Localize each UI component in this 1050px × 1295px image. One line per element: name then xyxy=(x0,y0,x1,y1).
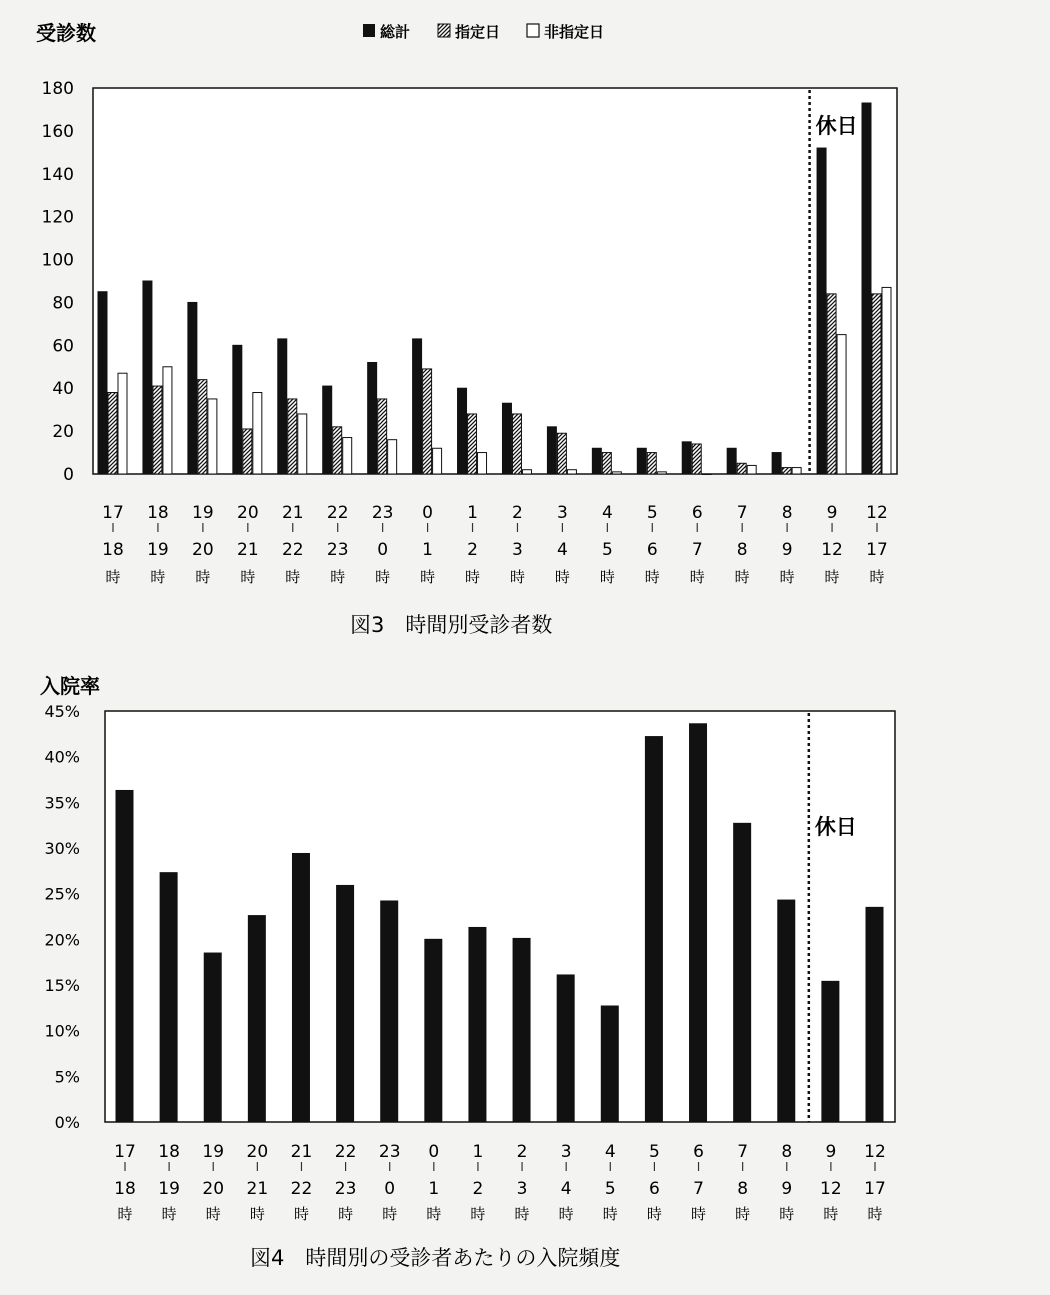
x-category-label xyxy=(510,503,525,586)
x-tick-label: 時 xyxy=(558,1205,574,1223)
y-tick-label: 60 xyxy=(52,336,74,357)
bar-admission-rate-13 xyxy=(690,724,707,1122)
bar-total-8 xyxy=(458,388,467,474)
x-tick-label: 時 xyxy=(195,568,211,586)
x-tick-label: 21 xyxy=(290,1142,313,1162)
x-tick-label: 時 xyxy=(514,1205,530,1223)
x-tick-label: 時 xyxy=(599,568,615,586)
bar-designated-3 xyxy=(243,429,252,474)
x-tick-label: 時 xyxy=(105,568,121,586)
x-tick-label: 2 xyxy=(512,503,523,523)
x-tick-label: 3 xyxy=(560,1142,572,1162)
x-tick-label: 7 xyxy=(736,503,748,523)
x-tick-label: 時 xyxy=(470,1205,486,1223)
bar-designated-11 xyxy=(602,453,611,474)
bar-nondesignated-3 xyxy=(253,393,262,474)
x-tick-label: 時 xyxy=(824,568,840,586)
x-tick-label: 17 xyxy=(864,1179,886,1199)
y-tick-label: 5% xyxy=(54,1067,80,1087)
y-tick-label: 30% xyxy=(44,839,80,858)
bar-admission-rate-5 xyxy=(337,885,354,1122)
x-tick-label: 7 xyxy=(737,1142,749,1162)
figure-caption: 図4 時間別の受診者あたりの入院頻度 xyxy=(250,1246,621,1270)
bar-admission-rate-6 xyxy=(381,901,398,1122)
x-tick-label: 5 xyxy=(648,1142,660,1162)
x-tick-label: 0 xyxy=(428,1142,440,1162)
legend-swatch-nondesignated xyxy=(527,24,539,37)
x-tick-label: 22 xyxy=(326,503,349,523)
x-tick-label: 6 xyxy=(691,503,703,523)
x-tick-label: 17 xyxy=(866,540,888,560)
bar-nondesignated-14 xyxy=(747,465,756,474)
y-tick-label: 35% xyxy=(44,793,80,813)
bar-designated-7 xyxy=(423,369,432,474)
x-tick-label: 時 xyxy=(646,1205,662,1223)
x-tick-label: 時 xyxy=(869,568,885,586)
bar-total-10 xyxy=(547,427,556,474)
x-tick-label: 時 xyxy=(161,1205,177,1223)
x-tick-label: 4 xyxy=(560,1179,572,1199)
x-tick-label: 1 xyxy=(422,540,434,560)
x-category-label xyxy=(690,503,705,586)
bar-designated-2 xyxy=(198,380,207,474)
x-tick-label: 時 xyxy=(205,1205,221,1223)
bar-total-5 xyxy=(323,386,332,474)
bar-admission-rate-16 xyxy=(822,981,839,1122)
x-tick-label: 19 xyxy=(202,1142,225,1162)
x-tick-label: 18 xyxy=(114,1179,136,1199)
x-category-label xyxy=(821,503,843,586)
x-tick-label: 時 xyxy=(375,568,391,586)
x-tick-label: 時 xyxy=(509,568,525,586)
bar-nondesignated-1 xyxy=(163,367,172,474)
x-category-label xyxy=(820,1142,842,1223)
x-tick-label: 3 xyxy=(556,503,568,523)
bar-nondesignated-8 xyxy=(478,453,487,474)
x-tick-label: 9 xyxy=(781,1179,793,1199)
x-tick-label: 2 xyxy=(516,1142,528,1162)
x-tick-label: 20 xyxy=(202,1179,225,1199)
x-tick-label: 23 xyxy=(378,1142,401,1162)
x-tick-label: 時 xyxy=(420,568,436,586)
bar-designated-0 xyxy=(108,393,117,474)
x-tick-label: 7 xyxy=(693,1179,704,1199)
y-tick-label: 0% xyxy=(54,1113,80,1132)
legend-item-designated xyxy=(438,23,500,41)
x-tick-label: 時 xyxy=(240,568,256,586)
bar-admission-rate-3 xyxy=(248,916,265,1122)
x-tick-label: 22 xyxy=(334,1142,357,1162)
x-category-label xyxy=(465,503,480,586)
x-tick-label: 時 xyxy=(779,1205,795,1223)
bar-designated-13 xyxy=(692,444,701,474)
bar-admission-rate-15 xyxy=(778,900,795,1122)
bar-nondesignated-16 xyxy=(837,335,846,474)
x-tick-label: 1 xyxy=(472,1142,484,1162)
x-tick-label: 8 xyxy=(781,1142,793,1162)
x-tick-label: 8 xyxy=(736,540,748,560)
x-category-label xyxy=(237,503,259,586)
x-tick-label: 時 xyxy=(117,1205,133,1223)
x-tick-label: 9 xyxy=(825,1142,837,1162)
x-tick-label: 時 xyxy=(689,568,705,586)
x-tick-label: 4 xyxy=(601,503,613,523)
bar-designated-10 xyxy=(557,433,566,474)
holiday-label: 休日 xyxy=(814,815,857,839)
bar-total-12 xyxy=(637,448,646,474)
y-tick-label: 20 xyxy=(52,422,74,443)
x-tick-label: 8 xyxy=(737,1179,749,1199)
x-tick-label: 時 xyxy=(691,1205,707,1223)
bar-designated-14 xyxy=(737,463,746,474)
bar-nondesignated-7 xyxy=(433,448,442,474)
x-tick-label: 23 xyxy=(326,540,349,560)
legend-label-total: 総計 xyxy=(380,23,411,41)
x-tick-label: 時 xyxy=(293,1205,309,1223)
bar-total-4 xyxy=(278,339,287,474)
x-tick-label: 19 xyxy=(158,1179,180,1199)
x-tick-label: 時 xyxy=(779,568,795,586)
x-category-label xyxy=(735,503,750,586)
x-tick-label: 時 xyxy=(734,568,750,586)
x-tick-label: 3 xyxy=(512,540,523,560)
bar-designated-8 xyxy=(468,414,477,474)
bar-admission-rate-0 xyxy=(116,790,133,1122)
bar-nondesignated-12 xyxy=(657,472,666,474)
bar-admission-rate-11 xyxy=(601,1006,618,1122)
x-category-label xyxy=(866,503,888,586)
x-tick-label: 時 xyxy=(554,568,570,586)
y-tick-label: 80 xyxy=(52,293,74,314)
x-tick-label: 時 xyxy=(602,1205,618,1223)
plot-area-frame xyxy=(105,711,895,1122)
x-category-label xyxy=(158,1142,180,1223)
x-category-label xyxy=(327,503,349,586)
x-tick-label: 時 xyxy=(644,568,660,586)
bar-designated-12 xyxy=(647,453,656,474)
y-tick-label: 45% xyxy=(44,702,80,721)
x-tick-label: 18 xyxy=(158,1142,180,1162)
bar-total-11 xyxy=(592,448,601,474)
bar-designated-1 xyxy=(153,386,162,474)
x-tick-label: 9 xyxy=(781,540,793,560)
x-tick-label: 18 xyxy=(147,503,169,523)
bar-total-15 xyxy=(772,453,781,474)
x-tick-label: 2 xyxy=(467,540,478,560)
holiday-label: 休日 xyxy=(815,114,858,138)
x-category-label xyxy=(335,1142,357,1223)
x-category-label xyxy=(247,1142,269,1223)
x-tick-label: 5 xyxy=(604,1179,616,1199)
bar-admission-rate-7 xyxy=(425,939,442,1122)
x-tick-label: 7 xyxy=(691,540,703,560)
bar-admission-rate-12 xyxy=(645,737,662,1122)
bar-admission-rate-1 xyxy=(160,873,177,1122)
x-tick-label: 4 xyxy=(604,1142,616,1162)
x-tick-label: 0 xyxy=(377,540,389,560)
bar-designated-16 xyxy=(827,294,836,474)
bar-designated-5 xyxy=(333,427,342,474)
x-tick-label: 22 xyxy=(290,1179,313,1199)
x-tick-label: 時 xyxy=(330,568,346,586)
x-tick-label: 時 xyxy=(382,1205,398,1223)
x-tick-label: 4 xyxy=(556,540,568,560)
x-tick-label: 18 xyxy=(102,540,124,560)
y-tick-label: 120 xyxy=(41,207,74,228)
x-tick-label: 21 xyxy=(281,503,304,523)
y-tick-label: 0 xyxy=(63,465,74,485)
bar-admission-rate-9 xyxy=(513,938,530,1122)
y-tick-label: 40% xyxy=(44,747,80,767)
bar-total-1 xyxy=(143,281,152,474)
bar-designated-17 xyxy=(872,294,881,474)
bar-designated-9 xyxy=(512,414,521,474)
x-category-label xyxy=(291,1142,313,1223)
x-tick-label: 5 xyxy=(601,540,613,560)
bar-total-13 xyxy=(682,442,691,474)
bar-designated-6 xyxy=(378,399,387,474)
bar-nondesignated-9 xyxy=(522,470,531,474)
bar-total-17 xyxy=(862,103,871,474)
x-tick-label: 19 xyxy=(192,503,214,523)
y-tick-label: 160 xyxy=(41,121,74,142)
bar-nondesignated-5 xyxy=(343,438,352,474)
x-tick-label: 23 xyxy=(334,1179,357,1199)
x-category-label xyxy=(192,503,214,586)
x-category-label xyxy=(114,1142,136,1223)
y-tick-label: 15% xyxy=(44,976,80,995)
legend-swatch-total xyxy=(363,24,375,37)
legend-swatch-designated xyxy=(438,24,450,37)
x-category-label xyxy=(647,1142,662,1223)
y-tick-label: 20% xyxy=(44,930,80,950)
bar-nondesignated-2 xyxy=(208,399,217,474)
x-tick-label: 0 xyxy=(384,1179,396,1199)
x-tick-label: 12 xyxy=(821,540,843,560)
x-category-label xyxy=(600,503,615,586)
legend-label-designated: 指定日 xyxy=(455,23,501,41)
x-tick-label: 1 xyxy=(467,503,478,523)
legend-label-nondesignated: 非指定日 xyxy=(544,23,605,41)
y-tick-label: 100 xyxy=(41,250,74,271)
x-tick-label: 17 xyxy=(102,503,124,523)
y-tick-label: 10% xyxy=(44,1021,80,1041)
bar-designated-4 xyxy=(288,399,297,474)
x-category-label xyxy=(282,503,304,586)
x-category-label xyxy=(691,1142,706,1223)
y-tick-label: 180 xyxy=(41,79,74,99)
x-tick-label: 時 xyxy=(150,568,166,586)
x-tick-label: 時 xyxy=(285,568,301,586)
bar-total-9 xyxy=(502,403,511,474)
x-tick-label: 22 xyxy=(281,540,304,560)
x-tick-label: 時 xyxy=(867,1205,883,1223)
x-tick-label: 時 xyxy=(338,1205,354,1223)
bar-nondesignated-6 xyxy=(388,440,397,474)
x-tick-label: 23 xyxy=(371,503,394,523)
y-tick-label: 40 xyxy=(52,379,74,400)
bar-total-14 xyxy=(727,448,736,474)
x-tick-label: 6 xyxy=(648,1179,660,1199)
x-tick-label: 8 xyxy=(781,503,793,523)
bar-nondesignated-10 xyxy=(567,470,576,474)
x-tick-label: 0 xyxy=(422,503,434,523)
x-tick-label: 時 xyxy=(823,1205,839,1223)
bar-admission-rate-17 xyxy=(866,907,883,1122)
bar-total-3 xyxy=(233,345,242,474)
bar-admission-rate-10 xyxy=(557,975,574,1122)
y-axis-ticks xyxy=(44,702,80,1132)
x-category-label xyxy=(470,1142,485,1223)
x-category-label xyxy=(426,1142,441,1223)
bar-nondesignated-17 xyxy=(882,287,891,474)
bar-nondesignated-11 xyxy=(612,472,621,474)
x-category-label xyxy=(372,503,394,586)
figure-caption: 図3 時間別受診者数 xyxy=(350,613,553,637)
bar-nondesignated-15 xyxy=(792,468,801,474)
bar-admission-rate-14 xyxy=(734,823,751,1122)
x-tick-label: 20 xyxy=(246,1142,269,1162)
chart-admission-rate-by-hour xyxy=(40,674,895,1270)
bar-admission-rate-4 xyxy=(292,853,309,1122)
chart-patients-by-hour xyxy=(36,21,897,637)
x-tick-label: 17 xyxy=(114,1142,136,1162)
x-tick-label: 6 xyxy=(646,540,658,560)
x-tick-label: 2 xyxy=(472,1179,484,1199)
bar-total-16 xyxy=(817,148,826,474)
y-axis-ticks xyxy=(42,79,74,485)
x-tick-label: 1 xyxy=(428,1179,440,1199)
legend xyxy=(363,23,604,41)
x-tick-label: 12 xyxy=(820,1179,842,1199)
x-category-label xyxy=(379,1142,401,1223)
x-tick-label: 時 xyxy=(249,1205,265,1223)
x-tick-label: 9 xyxy=(826,503,838,523)
x-tick-label: 6 xyxy=(693,1142,704,1162)
bar-total-2 xyxy=(188,302,197,474)
x-category-label xyxy=(147,503,169,586)
x-tick-label: 20 xyxy=(237,503,259,523)
x-tick-label: 20 xyxy=(192,540,214,560)
x-category-label xyxy=(779,1142,794,1223)
x-tick-label: 時 xyxy=(735,1205,751,1223)
x-tick-label: 時 xyxy=(426,1205,442,1223)
x-tick-label: 21 xyxy=(246,1179,269,1199)
x-tick-label: 5 xyxy=(646,503,658,523)
x-category-label xyxy=(202,1142,224,1223)
legend-item-total xyxy=(363,23,410,41)
x-tick-label: 21 xyxy=(237,540,259,560)
x-category-label xyxy=(864,1142,886,1223)
x-tick-label: 12 xyxy=(864,1142,886,1162)
bar-admission-rate-8 xyxy=(469,927,486,1122)
bar-designated-15 xyxy=(782,468,791,474)
bar-admission-rate-2 xyxy=(204,953,221,1122)
x-axis-ticks xyxy=(114,1142,886,1223)
legend-item-nondesignated xyxy=(527,23,604,41)
x-tick-label: 3 xyxy=(516,1179,528,1199)
bar-total-7 xyxy=(413,339,422,474)
x-axis-ticks xyxy=(102,503,888,586)
x-category-label xyxy=(780,503,795,586)
x-category-label xyxy=(515,1142,530,1223)
bar-total-6 xyxy=(368,362,377,474)
x-category-label xyxy=(735,1142,750,1223)
bar-nondesignated-4 xyxy=(298,414,307,474)
x-category-label xyxy=(559,1142,574,1223)
y-axis-title: 入院率 xyxy=(40,674,100,698)
x-tick-label: 19 xyxy=(147,540,169,560)
x-tick-label: 12 xyxy=(866,503,888,523)
x-category-label xyxy=(102,503,124,586)
x-tick-label: 時 xyxy=(465,568,481,586)
y-tick-label: 25% xyxy=(44,884,80,904)
y-axis-title: 受診数 xyxy=(36,21,96,45)
bar-total-0 xyxy=(98,292,107,474)
x-category-label xyxy=(645,503,660,586)
bar-nondesignated-0 xyxy=(118,373,127,474)
bar-nondesignated-13 xyxy=(702,474,711,475)
x-category-label xyxy=(555,503,570,586)
y-tick-label: 140 xyxy=(41,164,74,185)
x-category-label xyxy=(420,503,435,586)
x-category-label xyxy=(603,1142,618,1223)
